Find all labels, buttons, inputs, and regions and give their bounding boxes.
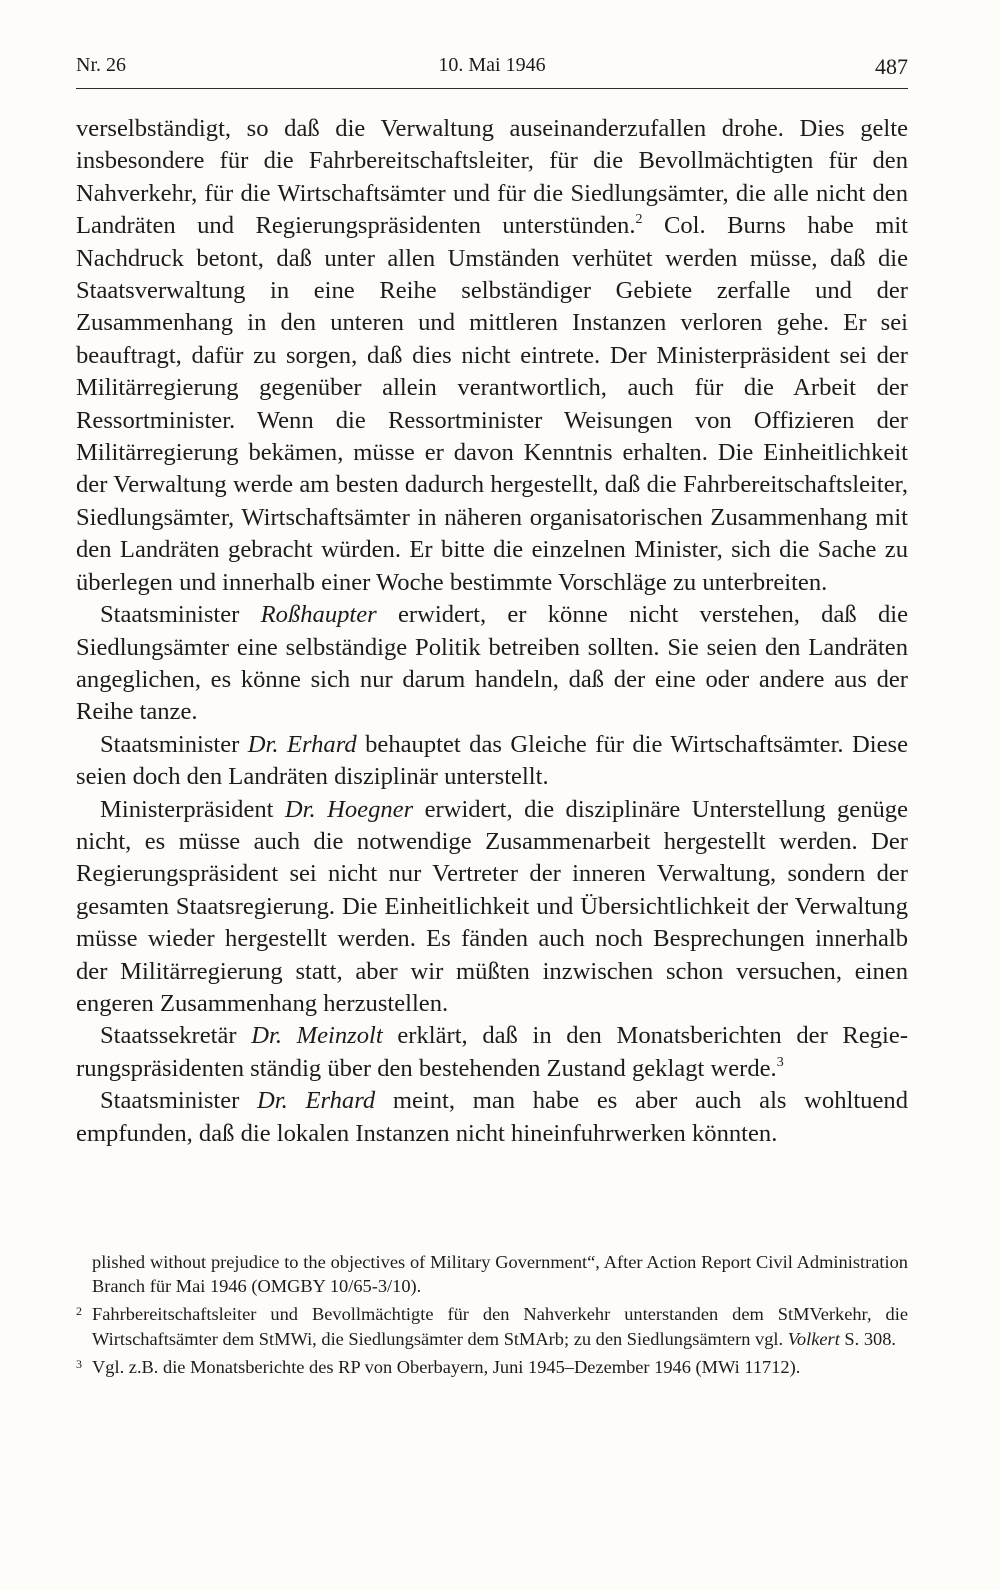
footnote-number: 3 (76, 1356, 82, 1371)
footnote-text: plished without prejudice to the objectives of Military Government“, After Action Report Civil Administration Branch für Mai 1946 (OMGBY 10/65-3/10). (92, 1252, 908, 1297)
paragraph-text: Col. Burns habe mit Nachdruck betont, daß unter allen Umständen verhütet werden müsse, daß die Staatsverwaltung in eine Reihe selbständiger Gebiete zerfalle und der Zusammenhang in den unteren und mittleren Instanzen verloren gehe. Er sei beauftragt, dafür zu sorgen, daß dies nicht eintrete. Der Ministerpräsident sei der Militärregierung gegenüber allein verantwortlich, auch für die Arbeit der Ressortminister. Wenn die Ressortminister Weisungen von Offizieren der Militärregierung bekämen, müsse er davon Kenntnis erhalten. Die Einheitlichkeit der Verwaltung werde am besten dadurch hergestellt, daß die Fahrbereitschaftsleiter, Siedlungsämter, Wirtschaftsämter in näheren organisatorischen Zusammenhang mit den Landräten gebracht würden. Er bitte die einzelnen Minister, sich die Sache zu überlegen und innerhalb einer Woche bestimmte Vorschläge zu unterbreiten. (76, 212, 908, 596)
footnote-text: S. 308. (839, 1328, 897, 1349)
footnote-2 (76, 1302, 908, 1350)
paragraph-5 (76, 1020, 908, 1085)
speaker-name: Dr. Hoegner (284, 795, 414, 823)
footnote-continuation (76, 1250, 908, 1298)
footnotes (76, 1250, 908, 1383)
footnote-number: 2 (76, 1304, 82, 1319)
paragraph-4 (76, 794, 908, 1021)
paragraph-text: erwidert, er könne nicht verstehen, daß die Siedlungsämter eine selbständige Politik betreiben sollten. Sie seien den Landräten angeglichen, es könne sich nur darum handeln, daß der eine oder andere aus der Reihe tanze. (76, 601, 908, 726)
paragraph-text: erwidert, die disziplinäre Unterstellung genüge nicht, es müsse auch die notwendige Zusammenarbeit hergestellt werden. Der Regierungspräsident sei nicht nur Vertreter der inneren Verwaltung, sondern der gesamten Staatsregierung. Die Einheitlichkeit und Übersichtlichkeit der Verwaltung müsse wieder hergestellt werden. Es fänden auch noch Besprechungen innerhalb der Militärregierung statt, aber wir müßten inzwischen schon versuchen, einen engeren Zusammenhang herzustellen. (76, 795, 909, 1017)
paragraph-2 (76, 599, 908, 729)
paragraph-text: erklärt, daß in den Monatsberichten der Regierungspräsidenten ständig über den bestehenden Zustand geklagt werde. (76, 1022, 909, 1082)
footnote-3 (76, 1355, 908, 1379)
paragraph-text: behauptet das Gleiche für die Wirtschaftsämter. Diese seien doch den Landräten disziplinär unterstellt. (76, 730, 909, 791)
footnote-text: Vgl. z.B. die Monatsberichte des RP von Oberbayern, Juni 1945–Dezember 1946 (MWi 11712). (92, 1356, 801, 1377)
footnote-ref-2: 2 (635, 212, 643, 228)
speaker-name: Dr. Erhard (247, 730, 357, 758)
header-rule (76, 88, 908, 89)
footnote-ref-3: 3 (776, 1054, 784, 1070)
speaker-name: Roßhaupter (260, 601, 377, 629)
paragraph-text: meint, man habe es aber auch als wohltuend empfunden, daß die lokalen Instanzen nicht hineinfuhrwerken könnten. (76, 1087, 908, 1147)
paragraph-1 (76, 113, 908, 599)
running-header (76, 54, 908, 84)
header-date: 10. Mai 1946 (438, 54, 546, 76)
paragraph-6 (76, 1085, 908, 1150)
speaker-title: Staatsminister (100, 730, 248, 758)
speaker-title: Ministerpräsident (100, 795, 285, 823)
speaker-name: Dr. Meinzolt (251, 1022, 383, 1050)
paragraph-text: verselbständigt, so daß die Verwaltung auseinanderzufallen drohe. Dies gelte insbesondere für die Fahrbereitschaftsleiter, für die Bevollmächtigten für den Nahverkehr, für die Wirtschaftsämter und für die Siedlungsämter, die alle nicht den Landräten und Regierungspräsidenten unterstünden. (76, 115, 908, 240)
speaker-title: Staatssekretär (100, 1022, 252, 1050)
page-number: 487 (875, 54, 908, 79)
paragraph-3 (76, 729, 908, 794)
speaker-title: Staatsminister (100, 1087, 258, 1115)
issue-number: Nr. 26 (76, 54, 126, 76)
speaker-title: Staatsminister (100, 601, 261, 629)
body-text (76, 113, 908, 1150)
cited-author: Volkert (787, 1328, 840, 1349)
footnote-text: Fahrbereitschaftsleiter und Bevollmächtigte für den Nahverkehr unterstanden dem StMVerkehr, die Wirtschaftsämter dem StMWi, die Siedlungsämter dem StMArb; zu den Siedlungsämtern vgl. (92, 1304, 908, 1349)
speaker-name: Dr. Erhard (257, 1087, 376, 1115)
